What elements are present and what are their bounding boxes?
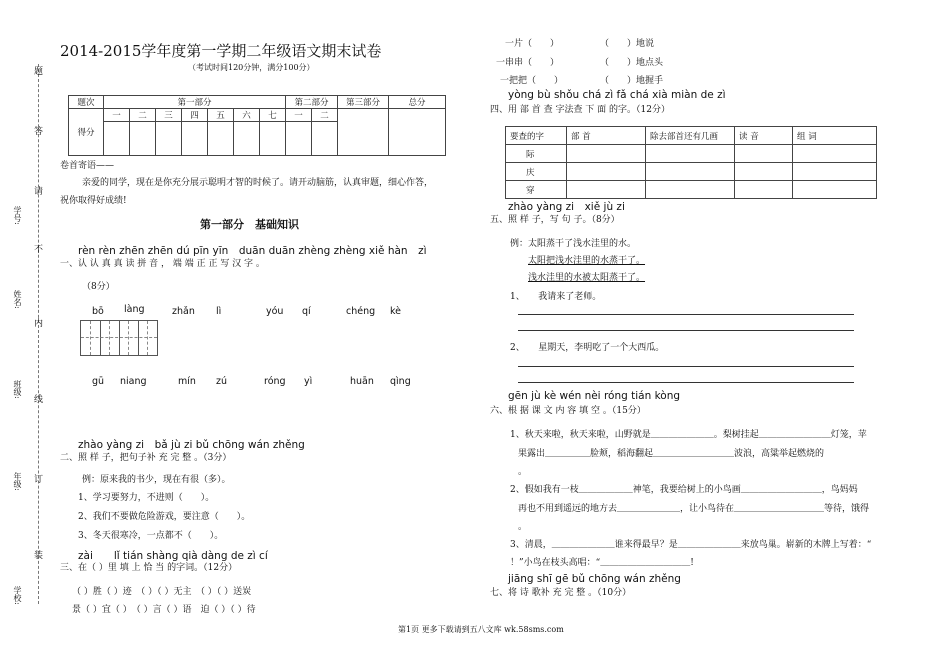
lookup-char: 穿 [506, 181, 567, 199]
score-col: 三 [156, 109, 182, 122]
answer-cell[interactable] [567, 181, 646, 199]
lookup-char: 际 [506, 145, 567, 163]
fill-blank-text: 。 [518, 522, 528, 532]
pinyin-word: róng [264, 376, 286, 387]
table-header: 读 音 [735, 127, 793, 145]
binding-line [38, 64, 39, 604]
question-pinyin: zhào yàng zi bǎ jù zi bǔ chōng wán zhěng [78, 439, 305, 451]
answer-cell[interactable] [735, 163, 793, 181]
score-cell[interactable] [156, 122, 182, 156]
question-pinyin: yòng bù shǒu chá zì fǎ chá xià miàn de zì [508, 89, 726, 101]
binding-char: 请 [34, 187, 44, 197]
phrase-left: 一串串（ ） [496, 58, 560, 68]
binding-char: 线 [34, 395, 44, 405]
score-cell[interactable] [130, 122, 156, 156]
phrase-right: （ ）地点头 [600, 58, 664, 68]
score-col: 一 [286, 109, 312, 122]
example-text: 太阳把浅水洼里的水蒸干了。 [528, 256, 646, 266]
score-cell[interactable] [104, 122, 130, 156]
question-item: 1、学习要努力，不进则（ ）。 [78, 493, 215, 503]
pinyin-word: chéng [346, 306, 376, 317]
question-heading: 七、将 诗 歌补 充 完 整 。（10分） [490, 588, 632, 598]
answer-line[interactable] [518, 366, 854, 367]
page-title: 2014-2015学年度第一学期二年级语文期末试卷 [60, 42, 382, 60]
class-field: 班级: [13, 380, 22, 399]
pinyin-word: huān [350, 376, 374, 387]
phrase-right: （ ）地说 [600, 39, 655, 49]
fill-blank-text: 1、秋天来啦，秋天来啦，山野就是＿＿＿＿＿＿＿。梨树挂起＿＿＿＿＿＿＿＿灯笼，苹 [510, 430, 867, 440]
table-header: 组 词 [793, 127, 877, 145]
answer-cell[interactable] [735, 145, 793, 163]
answer-cell[interactable] [646, 145, 735, 163]
table-header: 部 首 [567, 127, 646, 145]
pinyin-word: kè [390, 306, 402, 317]
score-col: 七 [260, 109, 286, 122]
answer-cell[interactable] [646, 163, 735, 181]
question-heading: 四、用 部 首 查 字法查 下 面 的字。（12分） [490, 105, 670, 115]
question-heading: 二、照 样 子，把句子补 充 完 整 。（3分） [60, 453, 232, 463]
question-score: （8分） [82, 282, 115, 292]
score-table [68, 95, 446, 156]
score-header-cell: 第二部分 [286, 96, 338, 109]
table-row [506, 145, 877, 163]
answer-cell[interactable] [735, 181, 793, 199]
phrase-right: （ ）地握手 [600, 76, 664, 86]
answer-cell[interactable] [646, 181, 735, 199]
pinyin-word: mín [178, 376, 196, 387]
score-col: 六 [234, 109, 260, 122]
score-col: 四 [182, 109, 208, 122]
table-row [506, 181, 877, 199]
example-text: 例：原来我的书少，现在有很（多）。 [82, 475, 231, 485]
example-text: 例：太阳蒸干了浅水洼里的水。 [510, 239, 637, 249]
score-col: 二 [130, 109, 156, 122]
question-heading: 六、根 据 课 文 内 容 填 空 。（15分） [490, 406, 646, 416]
answer-cell[interactable] [793, 181, 877, 199]
fill-blank-text: 再也不用到遥远的地方去＿＿＿＿＿＿＿，让小鸟待在＿＿＿＿＿＿＿＿＿＿等待，饿得 [518, 504, 870, 514]
example-text: 浅水洼里的水被太阳蒸干了。 [528, 273, 646, 283]
binding-char: 内 [34, 319, 44, 329]
binding-char: 装 [34, 551, 44, 561]
name-field: 姓名: [13, 290, 22, 309]
question-item: 3、冬天很寒冷，一点都不（ ）。 [78, 531, 224, 541]
pinyin-word: qí [302, 306, 311, 317]
question-item: 2、 星期天，李明吃了一个大西瓜。 [510, 343, 665, 353]
score-cell[interactable] [286, 122, 312, 156]
score-cell[interactable] [338, 109, 389, 156]
page-footer: 第1页 更多下载请到五八文库 wk.58sms.com [398, 625, 564, 634]
idiom-row: 景（ ）宜（ ） （ ）言（ ）语 迫（ ）（ ）待 [72, 605, 256, 615]
phrase-left: 一把把（ ） [500, 76, 564, 86]
question-pinyin: rèn rèn zhēn zhēn dú pīn yīn duān duān zhèng zhèng xiě hàn zì [78, 245, 427, 257]
fill-blank-text: 2、假如我有一枝＿＿＿＿＿＿神笔，我要给树上的小鸟画＿＿＿＿＿＿＿＿＿，鸟妈妈 [510, 485, 858, 495]
table-row [506, 163, 877, 181]
pinyin-word: zhǎn [172, 306, 195, 317]
score-cell[interactable] [234, 122, 260, 156]
score-col: 五 [208, 109, 234, 122]
preface-text: 祝你取得好成绩! [60, 196, 127, 206]
radical-table [505, 126, 877, 199]
writing-grid[interactable] [80, 320, 158, 356]
binding-char: 不 [34, 245, 44, 255]
fill-blank-text: 。 [518, 467, 528, 477]
pinyin-word: zú [216, 376, 228, 387]
preface-title: 卷首寄语—— [60, 161, 115, 171]
idiom-row: （ ）胜（ ）迹 （ ）（ ）无主 （ ）（ ）送炭 [72, 587, 252, 597]
binding-char: 答 [34, 127, 44, 137]
table-header: 除去部首还有几画 [646, 127, 735, 145]
score-cell[interactable] [182, 122, 208, 156]
score-header-cell: 题次 [69, 96, 104, 109]
page-subtitle: （考试时间120分钟，满分100分） [188, 63, 315, 72]
pinyin-word: qìng [390, 376, 411, 387]
answer-cell[interactable] [567, 163, 646, 181]
score-header-cell: 第一部分 [104, 96, 286, 109]
pinyin-word: bō [92, 306, 104, 317]
answer-line[interactable] [518, 330, 854, 331]
score-header-cell: 第三部分 [338, 96, 389, 109]
school-field: 学校: [13, 586, 22, 605]
answer-line[interactable] [518, 382, 854, 383]
score-cell[interactable] [389, 109, 446, 156]
fill-blank-text: 3、清晨，＿＿＿＿＿＿＿谁来得最早？是＿＿＿＿＿＿＿来放鸟巢。崭新的木牌上写着：“ [510, 540, 872, 550]
pinyin-word: gū [92, 376, 105, 387]
question-pinyin: zài lǐ tián shàng qià dàng de zì cí [78, 550, 268, 562]
question-pinyin: gēn jù kè wén nèi róng tián kòng [508, 390, 681, 402]
score-col: 二 [312, 109, 338, 122]
fill-blank-text: ！”小鸟在枝头高唱：“＿＿＿＿＿＿＿＿＿＿! [510, 558, 694, 568]
part-title: 第一部分 基础知识 [200, 218, 299, 231]
phrase-left: 一片（ ） [505, 39, 560, 49]
table-header: 要查的字 [506, 127, 567, 145]
question-item: 2、我们不要做危险游戏，要注意（ ）。 [78, 512, 251, 522]
pinyin-word: làng [124, 304, 145, 315]
preface-text: 亲爱的同学，现在是你充分展示聪明才智的时候了。请开动脑筋，认真审题，细心作答， [82, 178, 434, 188]
grade-field: 年级: [13, 472, 22, 491]
score-cell[interactable] [208, 122, 234, 156]
binding-char: 题 [34, 67, 44, 77]
question-pinyin: zhào yàng zi xiě jù zi [508, 201, 625, 213]
answer-cell[interactable] [793, 145, 877, 163]
pinyin-word: lì [216, 306, 222, 317]
binding-char: 订 [34, 475, 44, 485]
score-col: 一 [104, 109, 130, 122]
fill-blank-text: 果露出＿＿＿＿＿脸颊，稻海翻起＿＿＿＿＿＿＿＿＿波浪，高粱举起燃烧的 [518, 449, 825, 459]
question-heading: 三、在（ ）里 填 上 恰 当 的字词。（12分） [60, 563, 238, 573]
score-label: 得分 [69, 109, 104, 156]
student-id-field: 学号: [13, 206, 22, 225]
question-heading: 五、照 样 子，写 句 子。（8分） [490, 215, 620, 225]
answer-line[interactable] [518, 314, 854, 315]
lookup-char: 庆 [506, 163, 567, 181]
score-cell[interactable] [312, 122, 338, 156]
pinyin-word: yì [304, 376, 313, 387]
question-item: 1、 我请来了老师。 [510, 292, 602, 302]
pinyin-word: yóu [266, 306, 284, 317]
answer-cell[interactable] [793, 163, 877, 181]
question-pinyin: jiāng shī gē bǔ chōng wán zhěng [508, 573, 681, 585]
score-cell[interactable] [260, 122, 286, 156]
score-header-cell: 总分 [389, 96, 446, 109]
answer-cell[interactable] [567, 145, 646, 163]
question-heading: 一、认 认 真 真 读 拼 音 ， 端 端 正 正 写 汉 字 。 [60, 259, 265, 269]
pinyin-word: niang [120, 376, 147, 387]
